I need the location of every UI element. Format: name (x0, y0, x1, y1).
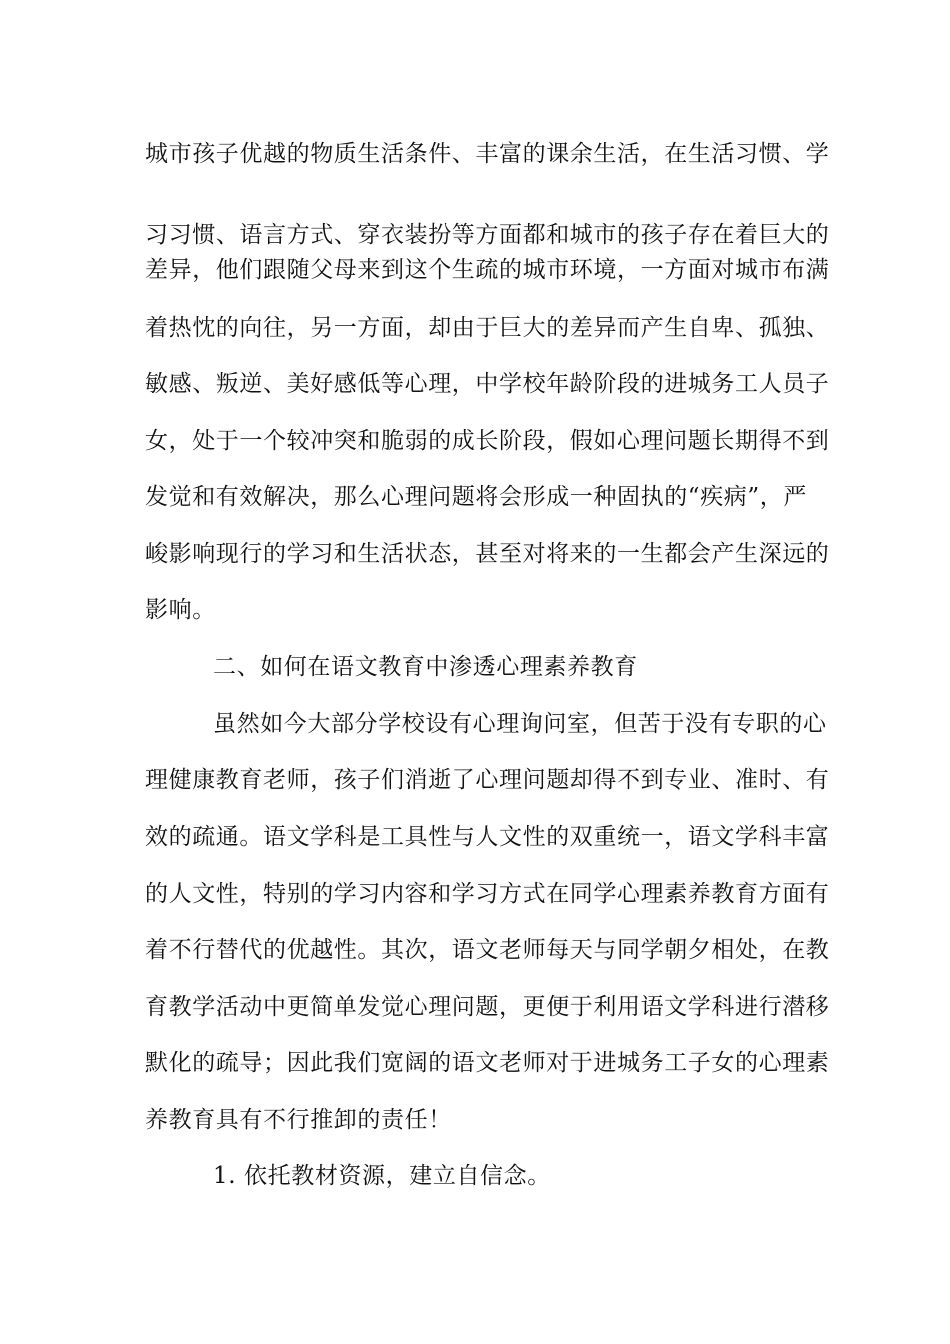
text-line: 默化的疏导；因此我们宽阔的语文老师对于进城务工子女的心理素 (145, 1050, 830, 1076)
text-line: 效的疏通。语文学科是工具性与人文性的双重统一，语文学科丰富 (145, 824, 830, 850)
text-line: 峻影响现行的学习和生活状态，甚至对将来的一生都会产生深远的 (145, 541, 830, 567)
text-line: 敏感、叛逆、美好感低等心理，中学校年龄阶段的进城务工人员子 (145, 371, 830, 397)
text-line: 发觉和有效解决，那么心理问题将会形成一种固执的“疾病”，严 (145, 484, 807, 510)
text-line: 女，处于一个较冲突和脆弱的成长阶段，假如心理问题长期得不到 (145, 428, 830, 454)
text-line: 影响。 (145, 597, 216, 623)
text-line: 城市孩子优越的物质生活条件、丰富的课余生活，在生活习惯、学 (145, 141, 830, 167)
text-line: 习习惯、语言方式、穿衣装扮等方面都和城市的孩子存在着巨大的 (145, 222, 830, 248)
text-line: 差异，他们跟随父母来到这个生疏的城市环境，一方面对城市布满 (145, 257, 830, 283)
section-heading: 二、如何在语文教育中渗透心理素养教育 (213, 654, 638, 680)
text-line: 的人文性，特别的学习内容和学习方式在同学心理素养教育方面有 (145, 881, 830, 907)
text-line: 着不行替代的优越性。其次，语文老师每天与同学朝夕相处，在教 (145, 937, 830, 963)
text-line: 虽然如今大部分学校设有心理询问室，但苦于没有专职的心 (213, 711, 827, 737)
list-item: 1. 依托教材资源，建立自信念。 (213, 1163, 551, 1189)
text-line: 育教学活动中更简单发觉心理问题，更便于利用语文学科进行潜移 (145, 994, 830, 1020)
text-line: 着热忱的向往，另一方面，却由于巨大的差异而产生自卑、孤独、 (145, 315, 830, 341)
text-line: 理健康教育老师，孩子们消逝了心理问题却得不到专业、准时、有 (145, 767, 830, 793)
text-line: 养教育具有不行推卸的责任！ (145, 1107, 452, 1133)
